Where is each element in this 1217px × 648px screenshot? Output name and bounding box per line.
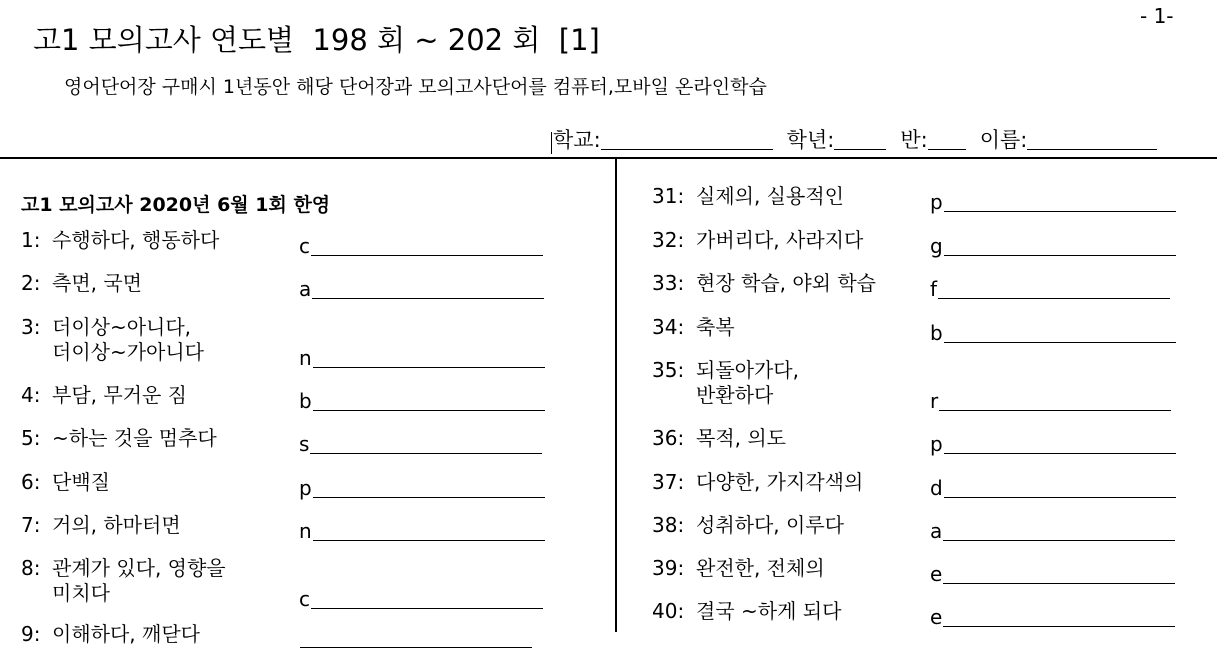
answer-line[interactable] <box>310 436 542 454</box>
meaning-line: ~하는 것을 멈추다 <box>52 426 217 450</box>
answer-line[interactable] <box>300 630 532 648</box>
answer-first-letter: f <box>930 277 938 301</box>
answer-first-letter: b <box>930 321 943 345</box>
answer-line[interactable] <box>943 566 1175 584</box>
item-meaning <box>696 271 876 296</box>
item-meaning <box>696 315 735 340</box>
answer-blank[interactable] <box>930 434 1176 454</box>
answer-blank[interactable] <box>299 348 545 368</box>
answer-line[interactable] <box>313 393 545 411</box>
item-number: 36: <box>652 426 685 450</box>
answer-first-letter: a <box>930 519 943 543</box>
item-number: 40: <box>652 599 685 623</box>
meaning-line: 거의, 하마터면 <box>52 513 181 537</box>
vocab-item <box>21 315 204 365</box>
answer-blank[interactable] <box>299 279 544 299</box>
grade-label: 학년: <box>786 128 835 152</box>
item-meaning <box>52 271 142 296</box>
item-meaning <box>52 622 200 647</box>
answer-blank[interactable] <box>299 434 542 454</box>
answer-line[interactable] <box>311 591 543 609</box>
student-info <box>551 124 1157 154</box>
item-number: 5: <box>21 426 41 450</box>
vocab-item <box>21 513 181 538</box>
vocab-item <box>652 228 863 253</box>
subtitle: 영어단어장 구매시 1년동안 해당 단어장과 모의고사단어를 컴퓨터,모바일 온라인학습 <box>64 76 767 98</box>
item-number: 2: <box>21 271 41 295</box>
vocab-item <box>21 470 110 495</box>
page-title: 고1 모의고사 연도별 198 회 ~ 202 회 [1] <box>33 23 600 57</box>
header-divider <box>0 157 1217 159</box>
answer-blank[interactable] <box>299 236 543 256</box>
name-label: 이름: <box>979 128 1028 152</box>
answer-first-letter: p <box>930 190 943 214</box>
answer-first-letter: n <box>299 346 312 370</box>
meaning-line: 완전한, 전체의 <box>696 556 825 580</box>
answer-line[interactable] <box>313 523 545 541</box>
answer-first-letter: e <box>930 605 943 629</box>
item-number: 9: <box>21 622 41 646</box>
class-label: 반: <box>900 128 928 152</box>
answer-first-letter: a <box>299 277 312 301</box>
answer-first-letter: d <box>930 476 943 500</box>
column-divider <box>615 159 617 632</box>
item-number: 6: <box>21 470 41 494</box>
meaning-line: 현장 학습, 야외 학습 <box>696 271 876 295</box>
answer-first-letter: g <box>930 234 943 258</box>
vocab-item <box>21 622 200 647</box>
answer-blank[interactable] <box>930 478 1176 498</box>
school-label: 학교: <box>553 128 601 152</box>
item-meaning <box>52 315 204 365</box>
answer-blank[interactable] <box>299 630 532 648</box>
grade-blank[interactable] <box>834 148 886 150</box>
item-meaning <box>696 426 786 451</box>
answer-blank[interactable] <box>930 521 1175 541</box>
answer-line[interactable] <box>944 325 1176 343</box>
meaning-line: 측면, 국면 <box>52 271 142 295</box>
meaning-line: 성취하다, 이루다 <box>696 513 844 537</box>
meaning-line: 반환하다 <box>696 383 774 407</box>
answer-first-letter: p <box>299 476 312 500</box>
vocab-item <box>21 426 217 451</box>
vocab-item <box>652 315 735 340</box>
answer-first-letter: b <box>299 389 312 413</box>
meaning-line: 가버리다, 사라지다 <box>696 228 864 252</box>
class-blank[interactable] <box>928 148 966 150</box>
item-meaning <box>52 228 219 253</box>
answer-blank[interactable] <box>930 192 1176 212</box>
answer-blank[interactable] <box>299 478 545 498</box>
answer-line[interactable] <box>313 480 545 498</box>
answer-line[interactable] <box>938 281 1170 299</box>
item-meaning <box>696 513 844 538</box>
answer-line[interactable] <box>311 238 543 256</box>
item-meaning <box>52 426 217 451</box>
item-number: 8: <box>21 556 41 580</box>
vocab-item <box>652 271 876 296</box>
answer-first-letter: c <box>299 587 310 611</box>
answer-line[interactable] <box>312 281 544 299</box>
item-meaning <box>52 470 110 495</box>
item-number: 37: <box>652 470 685 494</box>
meaning-line: 부담, 무거운 짐 <box>52 383 187 407</box>
item-number: 33: <box>652 271 685 295</box>
meaning-line: 실제의, 실용적인 <box>696 184 844 208</box>
answer-line[interactable] <box>944 194 1176 212</box>
meaning-line: 이해하다, 깨닫다 <box>52 622 200 646</box>
page-number: - 1- <box>1140 4 1174 28</box>
item-meaning <box>696 470 863 495</box>
item-meaning <box>52 383 187 408</box>
answer-line[interactable] <box>943 523 1175 541</box>
meaning-line: 수행하다, 행동하다 <box>52 228 220 252</box>
meaning-line: 축복 <box>696 315 735 339</box>
answer-first-letter: c <box>299 234 310 258</box>
item-meaning <box>696 358 799 408</box>
vocab-item <box>21 383 187 408</box>
name-blank[interactable] <box>1027 148 1157 150</box>
item-number: 32: <box>652 228 685 252</box>
item-number: 34: <box>652 315 685 339</box>
answer-line[interactable] <box>944 238 1176 256</box>
item-number: 1: <box>21 228 41 252</box>
text-cursor <box>551 132 552 154</box>
answer-line[interactable] <box>939 393 1171 411</box>
meaning-line: 다양한, 가지각색의 <box>696 470 864 494</box>
meaning-line: 관계가 있다, 영향을 <box>52 556 226 580</box>
answer-first-letter: e <box>930 562 943 586</box>
answer-blank[interactable] <box>930 323 1176 343</box>
answer-line[interactable] <box>944 436 1176 454</box>
item-number: 39: <box>652 556 685 580</box>
answer-blank[interactable] <box>930 391 1171 411</box>
item-number: 31: <box>652 184 685 208</box>
item-number: 4: <box>21 383 41 407</box>
vocab-item <box>652 513 844 538</box>
answer-line[interactable] <box>313 350 545 368</box>
meaning-line: 목적, 의도 <box>696 426 786 450</box>
item-meaning <box>696 184 844 209</box>
answer-line[interactable] <box>944 480 1176 498</box>
meaning-line: 결국 ~하게 되다 <box>696 599 842 623</box>
answer-line[interactable] <box>943 609 1175 627</box>
answer-first-letter: r <box>930 389 939 413</box>
item-meaning <box>52 513 181 538</box>
vocab-item <box>21 271 142 296</box>
item-number: 35: <box>652 358 685 382</box>
school-blank[interactable] <box>601 148 773 150</box>
answer-blank[interactable] <box>930 279 1170 299</box>
answer-blank[interactable] <box>299 391 545 411</box>
section-title: 고1 모의고사 2020년 6월 1회 한영 <box>21 194 331 216</box>
item-meaning <box>696 228 863 253</box>
meaning-line: 더이상~가아니다 <box>52 340 204 364</box>
meaning-line: 되돌아가다, <box>696 358 799 382</box>
meaning-line: 단백질 <box>52 470 110 494</box>
vocab-item <box>652 358 799 408</box>
vocab-item <box>652 556 825 581</box>
answer-first-letter: n <box>299 519 312 543</box>
answer-blank[interactable] <box>930 564 1175 584</box>
item-meaning <box>52 556 226 606</box>
answer-blank[interactable] <box>299 521 545 541</box>
meaning-line: 더이상~아니다, <box>52 315 192 339</box>
vocab-item <box>652 426 786 451</box>
vocab-item <box>21 556 226 606</box>
item-number: 38: <box>652 513 685 537</box>
vocab-item <box>21 228 219 253</box>
vocab-item <box>652 599 841 624</box>
item-number: 7: <box>21 513 41 537</box>
vocab-item <box>652 184 844 209</box>
meaning-line: 미치다 <box>52 581 110 605</box>
item-meaning <box>696 556 825 581</box>
answer-blank[interactable] <box>299 589 543 609</box>
item-meaning <box>696 599 841 624</box>
vocab-item <box>652 470 863 495</box>
item-number: 3: <box>21 315 41 339</box>
answer-blank[interactable] <box>930 607 1175 627</box>
answer-first-letter: p <box>930 432 943 456</box>
answer-first-letter: s <box>299 432 310 456</box>
answer-blank[interactable] <box>930 236 1176 256</box>
